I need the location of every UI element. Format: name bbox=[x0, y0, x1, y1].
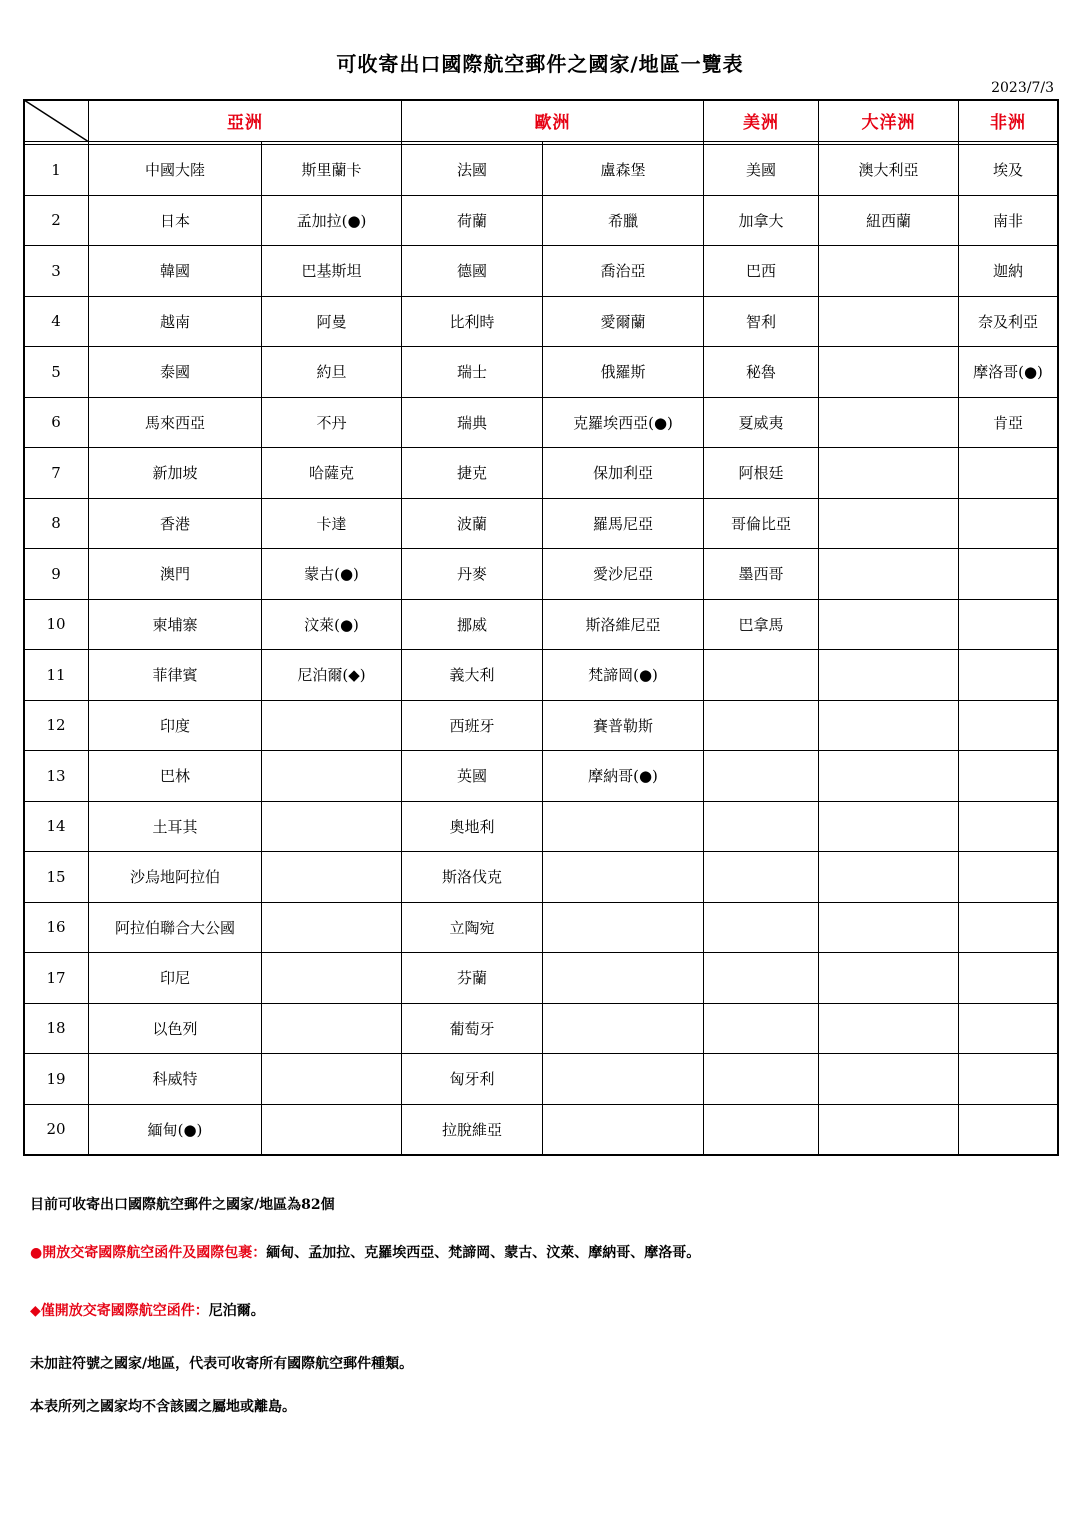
row-number: 9 bbox=[24, 549, 89, 600]
asia-col2 bbox=[262, 801, 402, 852]
row-number: 3 bbox=[24, 246, 89, 297]
europe-col2: 盧森堡 bbox=[543, 145, 704, 196]
europe-col2: 梵諦岡(●) bbox=[543, 650, 704, 701]
asia-col2 bbox=[262, 1104, 402, 1155]
row-number: 16 bbox=[24, 902, 89, 953]
asia-col1: 巴林 bbox=[89, 751, 262, 802]
asia-col2: 汶萊(●) bbox=[262, 599, 402, 650]
asia-col1: 科威特 bbox=[89, 1054, 262, 1105]
americas-cell: 巴西 bbox=[704, 246, 819, 297]
asia-col1: 澳門 bbox=[89, 549, 262, 600]
oceania-cell bbox=[819, 700, 959, 751]
asia-col2: 蒙古(●) bbox=[262, 549, 402, 600]
row-number: 19 bbox=[24, 1054, 89, 1105]
note-circle-list: 緬甸、孟加拉、克羅埃西亞、梵諦岡、蒙古、汶萊、摩納哥、摩洛哥。 bbox=[266, 1245, 701, 1261]
europe-col1: 斯洛伐克 bbox=[402, 852, 543, 903]
oceania-cell bbox=[819, 902, 959, 953]
europe-col2: 羅馬尼亞 bbox=[543, 498, 704, 549]
oceania-cell bbox=[819, 953, 959, 1004]
europe-col2: 愛爾蘭 bbox=[543, 296, 704, 347]
asia-col1: 印尼 bbox=[89, 953, 262, 1004]
americas-cell bbox=[704, 1104, 819, 1155]
americas-cell: 美國 bbox=[704, 145, 819, 196]
europe-col2: 愛沙尼亞 bbox=[543, 549, 704, 600]
row-number: 12 bbox=[24, 700, 89, 751]
note-diamond-label: ◆僅開放交寄國際航空函件： bbox=[30, 1303, 209, 1319]
oceania-cell bbox=[819, 397, 959, 448]
americas-cell bbox=[704, 1003, 819, 1054]
note-exclusion: 本表所列之國家均不含該國之屬地或離島。 bbox=[30, 1399, 296, 1415]
asia-col1: 土耳其 bbox=[89, 801, 262, 852]
oceania-cell: 紐西蘭 bbox=[819, 195, 959, 246]
asia-col1: 新加坡 bbox=[89, 448, 262, 499]
asia-col2: 阿曼 bbox=[262, 296, 402, 347]
africa-cell bbox=[959, 1104, 1058, 1155]
europe-col2 bbox=[543, 801, 704, 852]
row-number: 18 bbox=[24, 1003, 89, 1054]
table-row bbox=[24, 599, 1058, 650]
table-row bbox=[24, 751, 1058, 802]
europe-col1: 荷蘭 bbox=[402, 195, 543, 246]
americas-cell: 墨西哥 bbox=[704, 549, 819, 600]
europe-col1: 丹麥 bbox=[402, 549, 543, 600]
oceania-cell bbox=[819, 801, 959, 852]
row-number: 2 bbox=[24, 195, 89, 246]
header-africa: 非洲 bbox=[959, 100, 1058, 142]
americas-cell: 巴拿馬 bbox=[704, 599, 819, 650]
africa-cell: 迦納 bbox=[959, 246, 1058, 297]
row-number: 4 bbox=[24, 296, 89, 347]
europe-col2: 喬治亞 bbox=[543, 246, 704, 297]
table-row bbox=[24, 852, 1058, 903]
table-row bbox=[24, 801, 1058, 852]
americas-cell bbox=[704, 1054, 819, 1105]
asia-col2 bbox=[262, 700, 402, 751]
americas-cell bbox=[704, 650, 819, 701]
asia-col1: 韓國 bbox=[89, 246, 262, 297]
asia-col1: 菲律賓 bbox=[89, 650, 262, 701]
europe-col1: 挪威 bbox=[402, 599, 543, 650]
europe-col2: 保加利亞 bbox=[543, 448, 704, 499]
note-circle-label: ●開放交寄國際航空函件及國際包裹： bbox=[30, 1245, 267, 1261]
country-table bbox=[23, 99, 1058, 1155]
africa-cell bbox=[959, 801, 1058, 852]
row-number: 14 bbox=[24, 801, 89, 852]
table-row bbox=[24, 700, 1058, 751]
oceania-cell bbox=[819, 852, 959, 903]
europe-col1: 波蘭 bbox=[402, 498, 543, 549]
oceania-cell bbox=[819, 347, 959, 398]
note-unmarked: 未加註符號之國家/地區，代表可收寄所有國際航空郵件種類。 bbox=[30, 1356, 414, 1372]
header-asia: 亞洲 bbox=[89, 100, 402, 142]
table-row bbox=[24, 296, 1058, 347]
asia-col2: 不丹 bbox=[262, 397, 402, 448]
oceania-cell bbox=[819, 1104, 959, 1155]
row-number: 11 bbox=[24, 650, 89, 701]
row-number: 8 bbox=[24, 498, 89, 549]
africa-cell bbox=[959, 1054, 1058, 1105]
europe-col2: 摩納哥(●) bbox=[543, 751, 704, 802]
asia-col2: 尼泊爾(◆) bbox=[262, 650, 402, 701]
oceania-cell bbox=[819, 1054, 959, 1105]
africa-cell: 奈及利亞 bbox=[959, 296, 1058, 347]
table-row bbox=[24, 145, 1058, 196]
africa-cell: 肯亞 bbox=[959, 397, 1058, 448]
table-row bbox=[24, 1054, 1058, 1105]
africa-cell bbox=[959, 953, 1058, 1004]
americas-cell: 哥倫比亞 bbox=[704, 498, 819, 549]
row-number: 17 bbox=[24, 953, 89, 1004]
oceania-cell bbox=[819, 448, 959, 499]
europe-col2 bbox=[543, 1003, 704, 1054]
oceania-cell: 澳大利亞 bbox=[819, 145, 959, 196]
row-number: 5 bbox=[24, 347, 89, 398]
page-title: 可收寄出口國際航空郵件之國家/地區一覽表 bbox=[336, 52, 744, 76]
africa-cell bbox=[959, 498, 1058, 549]
europe-col1: 奧地利 bbox=[402, 801, 543, 852]
table-row bbox=[24, 498, 1058, 549]
corner-cell bbox=[24, 100, 89, 142]
header-oceania: 大洋洲 bbox=[819, 100, 959, 142]
table-row bbox=[24, 1003, 1058, 1054]
note-total: 目前可收寄出口國際航空郵件之國家/地區為82個 bbox=[30, 1197, 335, 1213]
asia-col2 bbox=[262, 902, 402, 953]
americas-cell bbox=[704, 953, 819, 1004]
africa-cell bbox=[959, 549, 1058, 600]
asia-col2 bbox=[262, 1003, 402, 1054]
europe-col2 bbox=[543, 902, 704, 953]
row-number: 7 bbox=[24, 448, 89, 499]
europe-col2 bbox=[543, 1054, 704, 1105]
note-diamond-list: 尼泊爾。 bbox=[208, 1303, 265, 1319]
europe-col1: 英國 bbox=[402, 751, 543, 802]
europe-col2: 俄羅斯 bbox=[543, 347, 704, 398]
table-row bbox=[24, 902, 1058, 953]
table-row bbox=[24, 347, 1058, 398]
table-row bbox=[24, 549, 1058, 600]
americas-cell: 阿根廷 bbox=[704, 448, 819, 499]
asia-col2: 巴基斯坦 bbox=[262, 246, 402, 297]
africa-cell bbox=[959, 751, 1058, 802]
africa-cell bbox=[959, 852, 1058, 903]
americas-cell: 智利 bbox=[704, 296, 819, 347]
asia-col1: 香港 bbox=[89, 498, 262, 549]
asia-col2: 哈薩克 bbox=[262, 448, 402, 499]
note-diamond bbox=[30, 1300, 265, 1320]
americas-cell bbox=[704, 751, 819, 802]
europe-col1: 匈牙利 bbox=[402, 1054, 543, 1105]
americas-cell bbox=[704, 902, 819, 953]
asia-col1: 阿拉伯聯合大公國 bbox=[89, 902, 262, 953]
table-row bbox=[24, 953, 1058, 1004]
africa-cell bbox=[959, 448, 1058, 499]
europe-col2: 斯洛維尼亞 bbox=[543, 599, 704, 650]
europe-col1: 葡萄牙 bbox=[402, 1003, 543, 1054]
europe-col2: 希臘 bbox=[543, 195, 704, 246]
document-date: 2023/7/3 bbox=[991, 80, 1054, 96]
africa-cell bbox=[959, 902, 1058, 953]
asia-col2: 孟加拉(●) bbox=[262, 195, 402, 246]
asia-col2: 約旦 bbox=[262, 347, 402, 398]
europe-col2: 賽普勒斯 bbox=[543, 700, 704, 751]
header-europe: 歐洲 bbox=[402, 100, 704, 142]
europe-col1: 捷克 bbox=[402, 448, 543, 499]
note-circle bbox=[30, 1242, 700, 1262]
africa-cell bbox=[959, 650, 1058, 701]
americas-cell: 夏威夷 bbox=[704, 397, 819, 448]
europe-col2: 克羅埃西亞(●) bbox=[543, 397, 704, 448]
asia-col1: 沙烏地阿拉伯 bbox=[89, 852, 262, 903]
americas-cell bbox=[704, 801, 819, 852]
asia-col2 bbox=[262, 1054, 402, 1105]
europe-col1: 拉脫維亞 bbox=[402, 1104, 543, 1155]
asia-col1: 馬來西亞 bbox=[89, 397, 262, 448]
oceania-cell bbox=[819, 246, 959, 297]
asia-col1: 日本 bbox=[89, 195, 262, 246]
row-number: 6 bbox=[24, 397, 89, 448]
europe-col2 bbox=[543, 953, 704, 1004]
oceania-cell bbox=[819, 549, 959, 600]
americas-cell bbox=[704, 852, 819, 903]
europe-col2 bbox=[543, 852, 704, 903]
europe-col1: 瑞士 bbox=[402, 347, 543, 398]
africa-cell bbox=[959, 599, 1058, 650]
europe-col1: 法國 bbox=[402, 145, 543, 196]
europe-col1: 芬蘭 bbox=[402, 953, 543, 1004]
oceania-cell bbox=[819, 296, 959, 347]
asia-col2: 斯里蘭卡 bbox=[262, 145, 402, 196]
oceania-cell bbox=[819, 498, 959, 549]
table-row bbox=[24, 246, 1058, 297]
europe-col1: 瑞典 bbox=[402, 397, 543, 448]
diagonal-line-icon bbox=[24, 100, 89, 142]
table-row bbox=[24, 397, 1058, 448]
asia-col1: 中國大陸 bbox=[89, 145, 262, 196]
asia-col2 bbox=[262, 751, 402, 802]
header-row bbox=[24, 100, 1058, 142]
africa-cell bbox=[959, 700, 1058, 751]
oceania-cell bbox=[819, 599, 959, 650]
row-number: 10 bbox=[24, 599, 89, 650]
africa-cell: 南非 bbox=[959, 195, 1058, 246]
row-number: 20 bbox=[24, 1104, 89, 1155]
row-number: 1 bbox=[24, 145, 89, 196]
africa-cell: 摩洛哥(●) bbox=[959, 347, 1058, 398]
table-row bbox=[24, 1104, 1058, 1155]
africa-cell: 埃及 bbox=[959, 145, 1058, 196]
oceania-cell bbox=[819, 1003, 959, 1054]
americas-cell: 秘魯 bbox=[704, 347, 819, 398]
asia-col1: 以色列 bbox=[89, 1003, 262, 1054]
asia-col1: 越南 bbox=[89, 296, 262, 347]
americas-cell: 加拿大 bbox=[704, 195, 819, 246]
oceania-cell bbox=[819, 650, 959, 701]
europe-col1: 立陶宛 bbox=[402, 902, 543, 953]
asia-col1: 印度 bbox=[89, 700, 262, 751]
table-row bbox=[24, 195, 1058, 246]
asia-col2: 卡達 bbox=[262, 498, 402, 549]
asia-col1: 柬埔寨 bbox=[89, 599, 262, 650]
row-number: 15 bbox=[24, 852, 89, 903]
europe-col1: 德國 bbox=[402, 246, 543, 297]
asia-col1: 泰國 bbox=[89, 347, 262, 398]
americas-cell bbox=[704, 700, 819, 751]
europe-col1: 比利時 bbox=[402, 296, 543, 347]
europe-col1: 西班牙 bbox=[402, 700, 543, 751]
header-americas: 美洲 bbox=[704, 100, 819, 142]
asia-col2 bbox=[262, 953, 402, 1004]
table-row bbox=[24, 650, 1058, 701]
africa-cell bbox=[959, 1003, 1058, 1054]
europe-col2 bbox=[543, 1104, 704, 1155]
europe-col1: 義大利 bbox=[402, 650, 543, 701]
oceania-cell bbox=[819, 751, 959, 802]
table-row bbox=[24, 448, 1058, 499]
asia-col2 bbox=[262, 852, 402, 903]
row-number: 13 bbox=[24, 751, 89, 802]
asia-col1: 緬甸(●) bbox=[89, 1104, 262, 1155]
